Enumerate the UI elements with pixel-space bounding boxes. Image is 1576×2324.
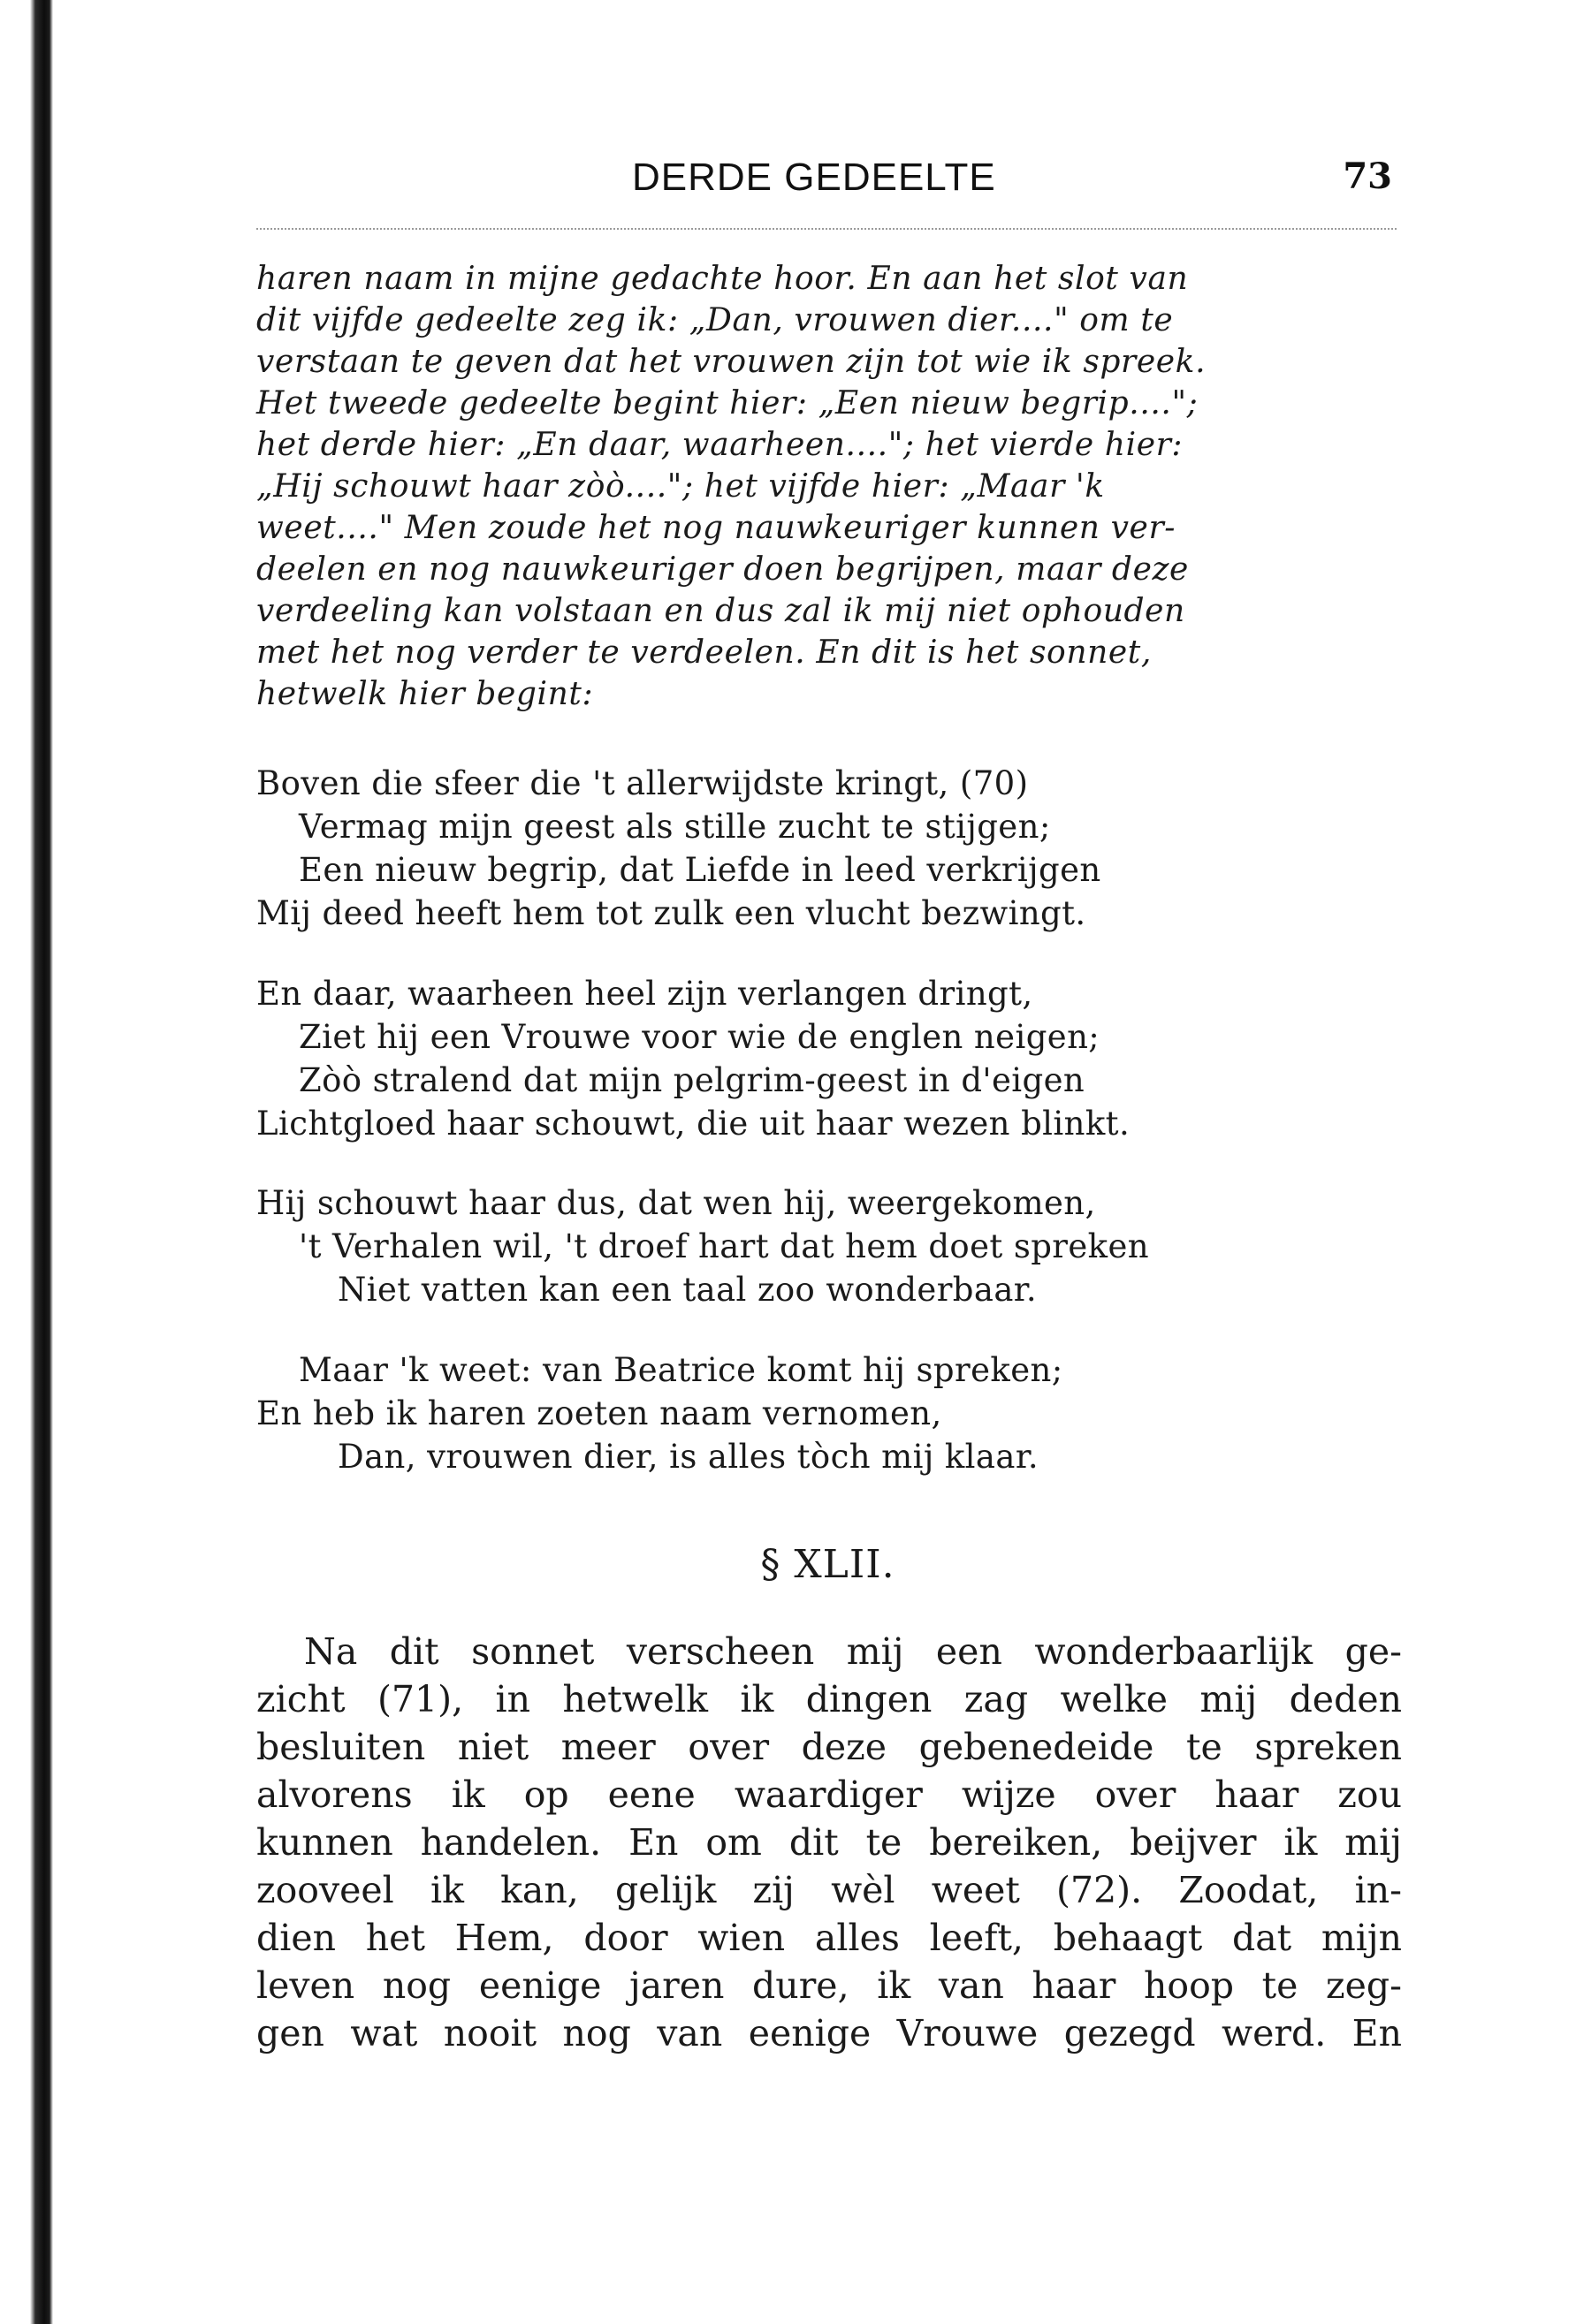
commentary-line: dit vijfde gedeelte zeg ik: „Dan, vrouwen dier...." om te	[256, 302, 1174, 338]
body-line: besluiten niet meer over deze gebenedeide te spreken	[256, 1726, 1402, 1768]
running-title: DERDE GEDEELTE	[632, 156, 996, 199]
verse-line: Zòò stralend dat mijn pelgrim-geest in d'eigen	[299, 1061, 1085, 1099]
body-line: dien het Hem, door wien alles leeft, behaagt dat mijn	[256, 1917, 1402, 1959]
verse-line: En heb ik haren zoeten naam vernomen,	[256, 1394, 942, 1432]
header-rule	[256, 228, 1397, 230]
verse-line: Dan, vrouwen dier, is alles tòch mij klaar.	[338, 1438, 1039, 1476]
verse-line: Boven die sfeer die 't allerwijdste kringt, (70)	[256, 764, 1029, 802]
verse-line: En daar, waarheen heel zijn verlangen dringt,	[256, 975, 1033, 1013]
verse-line: Mij deed heeft hem tot zulk een vlucht bezwingt.	[256, 894, 1086, 932]
commentary-line: verdeeling kan volstaan en dus zal ik mij niet ophouden	[256, 593, 1185, 629]
body-line: zooveel ik kan, gelijk zij wèl weet (72). Zoodat, in-	[256, 1869, 1402, 1911]
body-line: Na dit sonnet verscheen mij een wonderbaarlijk ge-	[304, 1630, 1402, 1673]
section-heading-text: § XLII.	[760, 1542, 895, 1587]
sonnet-quatrain-1	[256, 762, 1405, 935]
verse-line: Niet vatten kan een taal zoo wonderbaar.	[338, 1271, 1037, 1309]
page-header	[256, 156, 1392, 209]
commentary-line: hetwelk hier begint:	[256, 676, 594, 712]
body-line: gen wat nooit nog van eenige Vrouwe gezegd werd. En	[256, 2012, 1402, 2054]
sonnet-quatrain-2	[256, 972, 1405, 1145]
sonnet-tercet-2	[256, 1348, 1405, 1478]
verse-line: Hij schouwt haar dus, dat wen hij, weergekomen,	[256, 1184, 1096, 1222]
commentary-line: het derde hier: „En daar, waarheen...."; het vierde hier:	[256, 427, 1184, 463]
verse-line: 't Verhalen wil, 't droef hart dat hem doet spreken	[299, 1227, 1150, 1265]
commentary-line: verstaan te geven dat het vrouwen zijn tot wie ik spreek.	[256, 344, 1207, 380]
sonnet-tercet-1	[256, 1181, 1405, 1311]
section-heading	[0, 1542, 1576, 1587]
verse-line: Lichtgloed haar schouwt, die uit haar wezen blinkt.	[256, 1105, 1131, 1143]
body-line: zicht (71), in hetwelk ik dingen zag welke mij deden	[256, 1678, 1402, 1720]
verse-line: Ziet hij een Vrouwe voor wie de englen neigen;	[299, 1018, 1100, 1056]
commentary-line: deelen en nog nauwkeuriger doen begrijpen, maar deze	[256, 551, 1189, 588]
page-number: 73	[1343, 156, 1392, 197]
verse-line: Maar 'k weet: van Beatrice komt hij spreken;	[299, 1351, 1063, 1389]
commentary-paragraph	[256, 258, 1405, 715]
verse-line: Vermag mijn geest als stille zucht te stijgen;	[299, 808, 1051, 846]
body-line: alvorens ik op eene waardiger wijze over haar zou	[256, 1773, 1402, 1816]
commentary-line: met het nog verder te verdeelen. En dit is het sonnet,	[256, 634, 1152, 671]
binding-edge	[0, 0, 53, 2324]
body-paragraph	[256, 1628, 1402, 2057]
commentary-line: weet...." Men zoude het nog nauwkeuriger kunnen ver-	[256, 510, 1176, 546]
verse-line: Een nieuw begrip, dat Liefde in leed verkrijgen	[299, 851, 1101, 889]
commentary-line: Het tweede gedeelte begint hier: „Een nieuw begrip....";	[256, 385, 1199, 422]
commentary-line: „Hij schouwt haar zòò...."; het vijfde hier: „Maar 'k	[256, 468, 1105, 505]
body-line: leven nog eenige jaren dure, ik van haar hoop te zeg-	[256, 1964, 1402, 2007]
commentary-line: haren naam in mijne gedachte hoor. En aan het slot van	[256, 261, 1189, 297]
body-line: kunnen handelen. En om dit te bereiken, beijver ik mij	[256, 1821, 1402, 1864]
